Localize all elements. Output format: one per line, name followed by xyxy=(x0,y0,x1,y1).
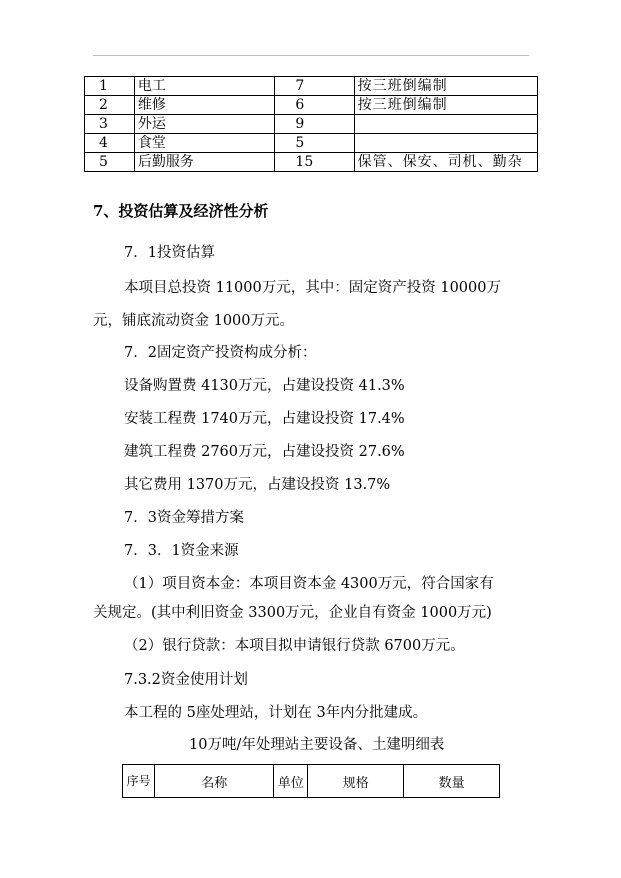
subsection-title: 7．3．1资金来源 xyxy=(124,543,239,559)
note-cell: 按三班倒编制 xyxy=(354,77,537,96)
header-cell-no: 序号 xyxy=(123,765,155,798)
paragraph-line: 关规定。(其中利旧资金 3300万元，企业自有资金 1000万元) xyxy=(93,605,492,621)
paragraph-line: 元，铺底流动资金 1000万元。 xyxy=(93,313,295,329)
headcount-cell: 5 xyxy=(275,134,354,153)
row-number: 5 xyxy=(85,153,135,172)
table-row xyxy=(85,115,538,134)
row-number: 2 xyxy=(85,96,135,115)
note-cell: 保管、保安、司机、勤杂 xyxy=(354,153,537,172)
position-cell: 维修 xyxy=(134,96,275,115)
headcount-cell: 7 xyxy=(275,77,354,96)
list-item: 其它费用 1370万元，占建设投资 13.7% xyxy=(124,477,391,493)
page-header-rule xyxy=(93,55,529,56)
row-number: 1 xyxy=(85,77,135,96)
paragraph-line: （2）银行贷款：本项目拟申请银行贷款 6700万元。 xyxy=(124,638,465,654)
header-cell-unit: 单位 xyxy=(274,765,308,798)
header-cell-spec: 规格 xyxy=(308,765,404,798)
table-caption: 10万吨/年处理站主要设备、土建明细表 xyxy=(189,737,445,753)
header-cell-name: 名称 xyxy=(155,765,274,798)
note-cell: 按三班倒编制 xyxy=(354,96,537,115)
table-row xyxy=(85,96,538,115)
headcount-cell: 15 xyxy=(275,153,354,172)
staffing-table xyxy=(84,76,538,172)
list-item: 设备购置费 4130万元，占建设投资 41.3% xyxy=(124,378,405,394)
paragraph-line: 本工程的 5座处理站，计划在 3年内分批建成。 xyxy=(124,705,428,721)
note-cell xyxy=(354,115,537,134)
subsection-title: 7．1投资估算 xyxy=(124,245,215,261)
headcount-cell: 6 xyxy=(275,96,354,115)
list-item: 安装工程费 1740万元，占建设投资 17.4% xyxy=(124,411,405,427)
header-cell-qty: 数量 xyxy=(404,765,500,798)
paragraph-line: 本项目总投资 11000万元，其中：固定资产投资 10000万 xyxy=(124,280,501,296)
subsection-title: 7．2固定资产投资构成分析： xyxy=(124,345,317,361)
list-item: 建筑工程费 2760万元，占建设投资 27.6% xyxy=(124,444,405,460)
table-row xyxy=(85,134,538,153)
headcount-cell: 9 xyxy=(275,115,354,134)
position-cell: 电工 xyxy=(134,77,275,96)
subsection-title: 7．3资金筹措方案 xyxy=(124,510,244,526)
section-heading: 7、投资估算及经济性分析 xyxy=(93,202,269,220)
subsection-title: 7.3.2资金使用计划 xyxy=(124,672,248,688)
position-cell: 食堂 xyxy=(134,134,275,153)
table-row xyxy=(85,153,538,172)
note-cell xyxy=(354,134,537,153)
position-cell: 外运 xyxy=(134,115,275,134)
row-number: 4 xyxy=(85,134,135,153)
equipment-table xyxy=(122,764,500,798)
row-number: 3 xyxy=(85,115,135,134)
table-header-row xyxy=(123,765,500,798)
table-row xyxy=(85,77,538,96)
paragraph-line: （1）项目资本金：本项目资本金 4300万元，符合国家有 xyxy=(124,576,494,592)
position-cell: 后勤服务 xyxy=(134,153,275,172)
